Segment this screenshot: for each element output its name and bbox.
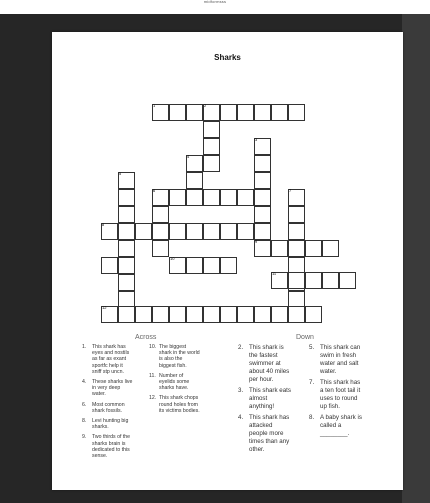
clue-line: Most common (92, 401, 125, 408)
clue-number: 5 (119, 171, 122, 176)
crossword-cell[interactable] (220, 104, 237, 121)
clue-line: water. (92, 391, 106, 398)
clue-item (82, 379, 133, 398)
clue-item (149, 395, 200, 414)
clue-item (149, 344, 200, 369)
clue-item-text (92, 344, 129, 375)
crossword-cell[interactable] (254, 206, 271, 223)
crossword-cell[interactable] (169, 104, 186, 121)
document-filename: midformsss (203, 0, 227, 4)
clue-line: its victims bodies. (159, 407, 200, 414)
clue-item-number: 3. (238, 387, 244, 394)
clue-line: swim in fresh (320, 352, 357, 359)
crossword-cell[interactable] (169, 189, 186, 206)
clue-item-number: 5. (309, 344, 315, 351)
clue-line: per hour. (249, 376, 274, 383)
crossword-cell[interactable] (186, 104, 203, 121)
crossword-cell[interactable] (203, 155, 220, 172)
clue-item-text (249, 387, 291, 411)
clue-number: 8 (102, 222, 105, 227)
clue-line: the fastest (249, 352, 278, 359)
clue-line: This shark has (92, 344, 126, 350)
crossword-cell[interactable] (152, 240, 169, 257)
crossword-cell[interactable] (169, 306, 186, 323)
clue-item-text (249, 344, 289, 384)
clue-item (82, 344, 130, 375)
crossword-cell[interactable] (118, 240, 135, 257)
clue-line: swimmer at (249, 360, 281, 367)
clue-number: 12 (102, 305, 107, 310)
clue-item-number: 7. (309, 379, 315, 386)
clue-line: is also the (159, 356, 183, 363)
crossword-cell[interactable] (322, 240, 339, 257)
crossword-cell[interactable] (288, 240, 305, 257)
crossword-cell[interactable] (169, 223, 186, 240)
clue-item-text (92, 379, 132, 398)
clue-item-number: 8. (82, 418, 87, 424)
clue-line: This shark chops (159, 395, 199, 402)
crossword-cell[interactable] (339, 272, 356, 289)
clue-item (82, 434, 131, 459)
crossword-cell[interactable] (135, 223, 152, 240)
document-page (52, 32, 403, 490)
clue-item (82, 418, 129, 431)
clue-line: other. (249, 446, 265, 453)
crossword-cell[interactable] (288, 272, 305, 289)
clue-line: shark in the world (159, 350, 200, 357)
crossword-cell[interactable] (305, 272, 322, 289)
crossword-cell[interactable] (254, 155, 271, 172)
crossword-cell[interactable] (186, 189, 203, 206)
clue-line: This shark is (249, 344, 284, 351)
crossword-cell[interactable] (135, 306, 152, 323)
crossword-cell[interactable] (203, 223, 220, 240)
clue-item-number: 4. (82, 379, 87, 385)
clue-line: This shark has (249, 414, 290, 421)
crossword-cell[interactable] (118, 223, 135, 240)
crossword-cell[interactable] (254, 104, 271, 121)
crossword-cell[interactable] (220, 189, 237, 206)
clue-line: This shark can (320, 344, 361, 351)
clue-item-text (320, 344, 360, 376)
crossword-cell[interactable] (288, 206, 305, 223)
clue-number: 4 (187, 154, 190, 159)
page-title: Sharks (214, 53, 241, 62)
clue-item-text (92, 434, 130, 459)
clue-line: attacked (249, 422, 273, 429)
clue-line: eyelids some (159, 379, 190, 385)
crossword-cell[interactable] (322, 272, 339, 289)
clue-line: Number of (159, 372, 184, 379)
crossword-cell[interactable] (203, 138, 220, 155)
crossword-cell[interactable] (118, 274, 135, 291)
clue-line: A baby shark is (320, 414, 362, 421)
clue-line: Levi hunting big (92, 418, 129, 424)
crossword-cell[interactable] (254, 223, 271, 240)
clue-line: water and salt (320, 360, 359, 367)
viewer-toolbar (0, 0, 430, 14)
clue-line: Two thirds of the (92, 434, 131, 441)
crossword-cell[interactable] (186, 306, 203, 323)
crossword-cell[interactable] (237, 189, 254, 206)
clue-line: in very deep (92, 385, 121, 392)
clue-number: 7 (289, 188, 292, 193)
crossword-cell[interactable] (220, 223, 237, 240)
clue-number: 11 (272, 271, 277, 276)
clue-item-number: 10. (149, 344, 157, 350)
crossword-cell[interactable] (152, 206, 169, 223)
clue-number: 6 (153, 188, 156, 193)
clue-item (82, 401, 125, 414)
clue-number: 3 (255, 137, 258, 142)
clue-number: 2 (204, 103, 207, 108)
clue-line: sharks. (92, 424, 109, 431)
clue-line: This shark eats (249, 387, 291, 394)
clue-item-number: 12. (149, 395, 157, 402)
clue-item (309, 344, 361, 376)
clue-line: eyes and nostils (92, 350, 130, 357)
clue-line: sharks brain is (92, 440, 126, 447)
clue-item (238, 344, 290, 384)
clue-item-number: 6. (82, 401, 87, 408)
crossword-cell[interactable] (101, 257, 118, 274)
crossword-cell[interactable] (254, 172, 271, 189)
crossword-cell[interactable] (237, 223, 254, 240)
crossword-cell[interactable] (305, 240, 322, 257)
crossword-cell[interactable] (220, 257, 237, 274)
clue-item (309, 414, 362, 438)
crossword-cell[interactable] (203, 257, 220, 274)
clue-item-number: 1. (82, 344, 87, 350)
crossword-cell[interactable] (118, 206, 135, 223)
clue-line: This shark has (320, 379, 361, 386)
clue-line: sniff stp uncn. (92, 368, 124, 375)
crossword-cell[interactable] (186, 257, 203, 274)
clue-item-text (92, 402, 125, 414)
across-heading: Across (135, 334, 157, 341)
clue-line: a ten foot tail it (320, 387, 361, 394)
crossword-cell[interactable] (305, 306, 322, 323)
crossword-cell[interactable] (118, 189, 135, 206)
clue-line: up fish. (320, 403, 340, 410)
crossword-cell[interactable] (288, 306, 305, 323)
clue-line: people more (249, 430, 284, 437)
crossword-cell[interactable] (152, 223, 169, 240)
clue-line: times than any (249, 438, 290, 445)
crossword-cell[interactable] (203, 121, 220, 138)
clue-line: about 40 miles (249, 368, 290, 375)
crossword-cell[interactable] (220, 306, 237, 323)
clue-line: shark fossils. (92, 407, 122, 414)
crossword-cell[interactable] (186, 223, 203, 240)
clue-item-text (92, 418, 128, 430)
down-heading: Down (296, 334, 314, 341)
clue-line: as far as exant (92, 356, 127, 363)
clue-item-number: 8. (309, 414, 315, 421)
clue-line: round holes from (159, 401, 198, 408)
crossword-cell[interactable] (237, 104, 254, 121)
clue-number: 10 (170, 256, 175, 261)
crossword-cell[interactable] (271, 306, 288, 323)
clue-item-text (249, 414, 289, 454)
clue-line: sportfc help it (92, 362, 123, 369)
clue-item (149, 372, 190, 392)
crossword-cell[interactable] (288, 223, 305, 240)
clue-line: called a (320, 422, 342, 429)
crossword-cell[interactable] (271, 240, 288, 257)
clue-item-number: 2. (238, 344, 244, 351)
clue-item (238, 414, 290, 454)
clue-item-text (320, 379, 360, 411)
crossword-cell[interactable] (271, 104, 288, 121)
crossword-cell[interactable] (118, 257, 135, 274)
clue-item-number: 4. (238, 414, 244, 421)
clue-item-text (159, 395, 200, 414)
clue-line: biggest fish. (159, 362, 187, 369)
crossword-cell[interactable] (254, 306, 271, 323)
crossword-cell[interactable] (186, 172, 203, 189)
clue-line: water. (320, 368, 337, 375)
clue-line: almost (249, 395, 268, 402)
crossword-cell[interactable] (254, 189, 271, 206)
crossword-cell[interactable] (203, 306, 220, 323)
clue-item-text (320, 414, 362, 438)
adjacent-page (402, 14, 430, 503)
clue-item-text (159, 373, 189, 392)
clue-item (309, 379, 361, 411)
clue-line: anything! (249, 403, 275, 410)
clue-item (238, 387, 291, 411)
clue-number: 1 (153, 103, 156, 108)
crossword-cell[interactable] (118, 306, 135, 323)
clue-line: sharks have. (159, 385, 189, 392)
crossword-cell[interactable] (152, 306, 169, 323)
clue-line: The biggest (159, 344, 187, 350)
clue-number: 9 (255, 239, 258, 244)
clue-item-number: 9. (82, 434, 87, 441)
clue-line: uses to round (320, 395, 358, 402)
clue-item-number: 11. (149, 372, 156, 379)
clue-line: dedicated to this (92, 446, 130, 453)
clue-item-text (159, 344, 200, 369)
crossword-cell[interactable] (288, 104, 305, 121)
clue-line: sense. (92, 453, 108, 459)
crossword-cell[interactable] (237, 306, 254, 323)
clue-line: These sharks live (92, 379, 133, 385)
clue-line: ________. (320, 430, 350, 437)
crossword-cell[interactable] (203, 189, 220, 206)
